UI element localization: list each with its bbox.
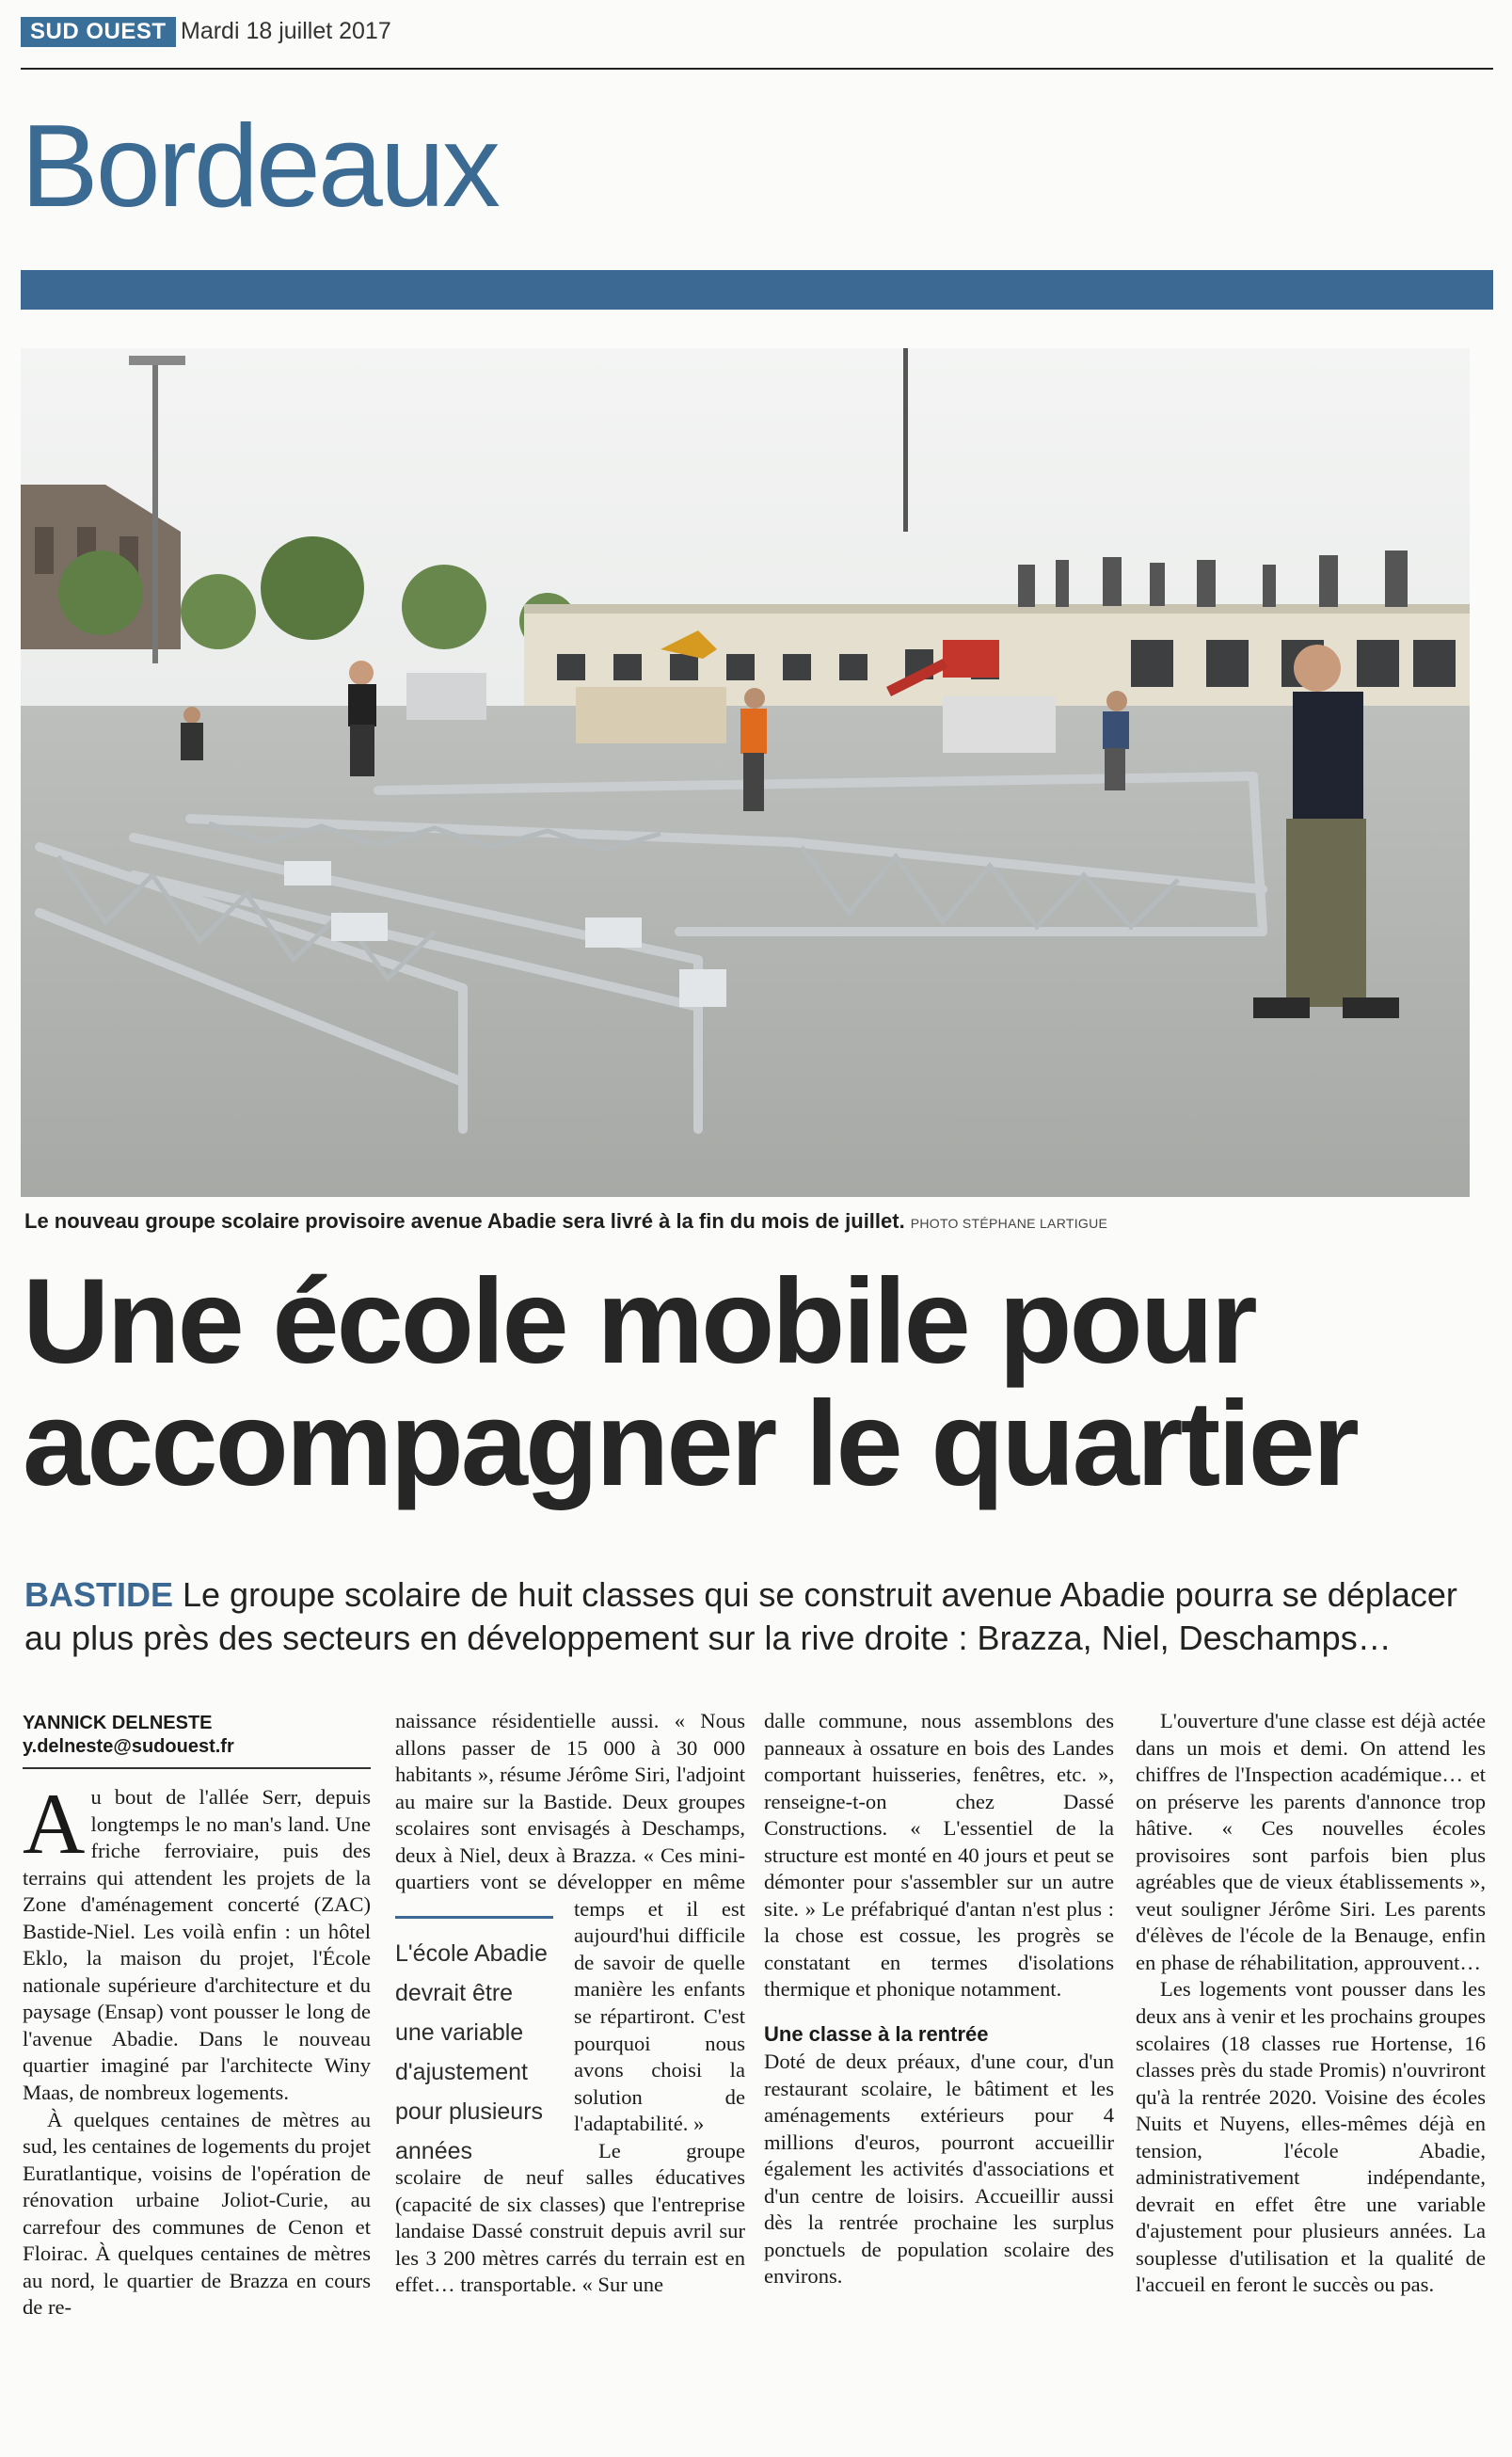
paragraph-5: dalle commune, nous assemblons des panneaux à ossature en bois des Landes comportant huisseries, fenêtres, etc. », renseigne-t-on chez Dassé Constructions. « L'essentiel de la structure est monté en 40 jours et peut se démonter pour s'assembler sur un autre site. » Le préfabriqué d'antan n'est plus : la chose est cossue, les progrès se constatant en termes d'isolations thermique et phonique notamment.: [764, 1709, 1114, 2002]
paragraph-1: [23, 1776, 371, 2107]
pullquote-text: L'école Abadie devrait être une variable d'ajustement pour plusieurs années: [395, 1940, 548, 2164]
column-4: [1136, 1708, 1486, 2299]
column-1: [23, 1776, 371, 2321]
article-photo: [21, 348, 1470, 1197]
paragraph-3: naissance résidentielle aussi. « Nous allons passer de 15 000 à 30 000 habitants », résume Jérôme Siri, l'adjoint au maire sur la Bastide. Deux groupes scolaires sont envisagés à Deschamps, deux à Niel, deux à Brazza. « Ces mini-quartiers vont se développer en même temps et il est aujourd'hui difficile de savoir de quelle manière les enfants se répartiront. C'est pourquoi nous avons choisi la solution de l'adaptabilité. »: [395, 1709, 745, 2136]
paragraph-6: Doté de deux préaux, d'une cour, d'un restaurant scolaire, le bâtiment et les aménagements extérieurs pour 4 millions d'euros, pourront accueillir également les activités d'associations et d'un centre de loisirs. Accueillir aussi dès la rentrée prochaine les surplus ponctuels de population scolaire des environs.: [764, 2050, 1114, 2289]
standfirst-text: Le groupe scolaire de huit classes qui se construit avenue Abadie pourra se déplacer au plus près des secteurs en développement sur la rive droite : Brazza, Niel, Deschamps…: [24, 1575, 1457, 1657]
caption-text: Le nouveau groupe scolaire provisoire avenue Abadie sera livré à la fin du mois de juillet.: [24, 1209, 905, 1233]
paragraph-7: L'ouverture d'une classe est déjà actée dans un mois et demi. On attend les chiffres de l'Inspection académique… et on préserve les parents d'annonce trop hâtive. « Ces nouvelles écoles provisoires sont parfois bien plus agréables que de vieux établissements », veut souligner Jérôme Siri. Les parents d'élèves de l'école de la Benauge, enfin en phase de réhabilitation, approuvent…: [1136, 1709, 1486, 1974]
author-divider: [23, 1767, 371, 1769]
subheading: Une classe à la rentrée: [764, 2022, 989, 2047]
paragraph-4: Le groupe scolaire de neuf salles éducatives (capacité de six classes) que l'entreprise landaise Dassé construit depuis avril sur les 3 200 mètres carrés du terrain est en effet… transportable. « Sur une: [395, 2138, 745, 2297]
paragraph-1-text: u bout de l'allée Serr, depuis longtemps le no man's land. Une friche ferroviaire, puis des terrains qui attendent les projets de la Zone d'aménagement concerté (ZAC) Bastide-Niel. Les voilà enfin : un hôtel Eklo, la maison du projet, l'École nationale supérieure d'architecture et du paysage (Ensap) vont pousser le long de l'avenue Abadie. Dans le nouveau quartier imaginé par l'architecte Winy Maas, de nombreux logements.: [23, 1785, 371, 2105]
photo-credit: PHOTO STÉPHANE LARTIGUE: [910, 1216, 1108, 1231]
pullquote: [395, 1916, 553, 2162]
pullquote-rule: [395, 1916, 553, 1919]
headline-line-1: Une école mobile pour: [23, 1254, 1255, 1389]
photo-caption: [24, 1208, 1107, 1236]
column-3: [764, 1708, 1114, 2290]
newspaper-brand: SUD OUEST: [21, 17, 176, 47]
section-band: [21, 270, 1493, 310]
article-headline: [23, 1254, 1490, 1511]
headline-line-2: accompagner le quartier: [23, 1377, 1357, 1511]
kicker: BASTIDE: [24, 1575, 174, 1614]
section-title: Bordeaux: [21, 102, 498, 231]
drop-cap: A: [23, 1776, 86, 1872]
paragraph-2: À quelques centaines de mètres au sud, les centaines de logements du projet Euratlantique, voisins de l'opération de rénovation urbaine Joliot-Curie, au carrefour des communes de Cenon et Floirac. À quelques centaines de mètres au nord, le quartier de Brazza en cours de re-: [23, 2107, 371, 2320]
header-divider: [21, 68, 1493, 70]
standfirst: [24, 1573, 1492, 1660]
paragraph-8: Les logements vont pousser dans les deux ans à venir et les prochains groupes scolaires (18 classes rue Hortense, 16 classes près du stade Promis) n'ouvriront qu'à la rentrée 2020. Voisine des écoles Nuits et Nuyens, elles-mêmes déjà en tension, l'école Abadie, administrativement indépendante, devrait en effet être une variable d'ajustement pour plusieurs années. La souplesse d'utilisation et la qualité de l'accueil en feront le succès ou pas.: [1136, 1977, 1486, 2297]
issue-date: Mardi 18 juillet 2017: [181, 18, 391, 44]
author-name: YANNICK DELNESTE: [23, 1713, 213, 1733]
author-email[interactable]: y.delneste@sudouest.fr: [23, 1736, 234, 1757]
construction-site-image: [21, 348, 1470, 1197]
